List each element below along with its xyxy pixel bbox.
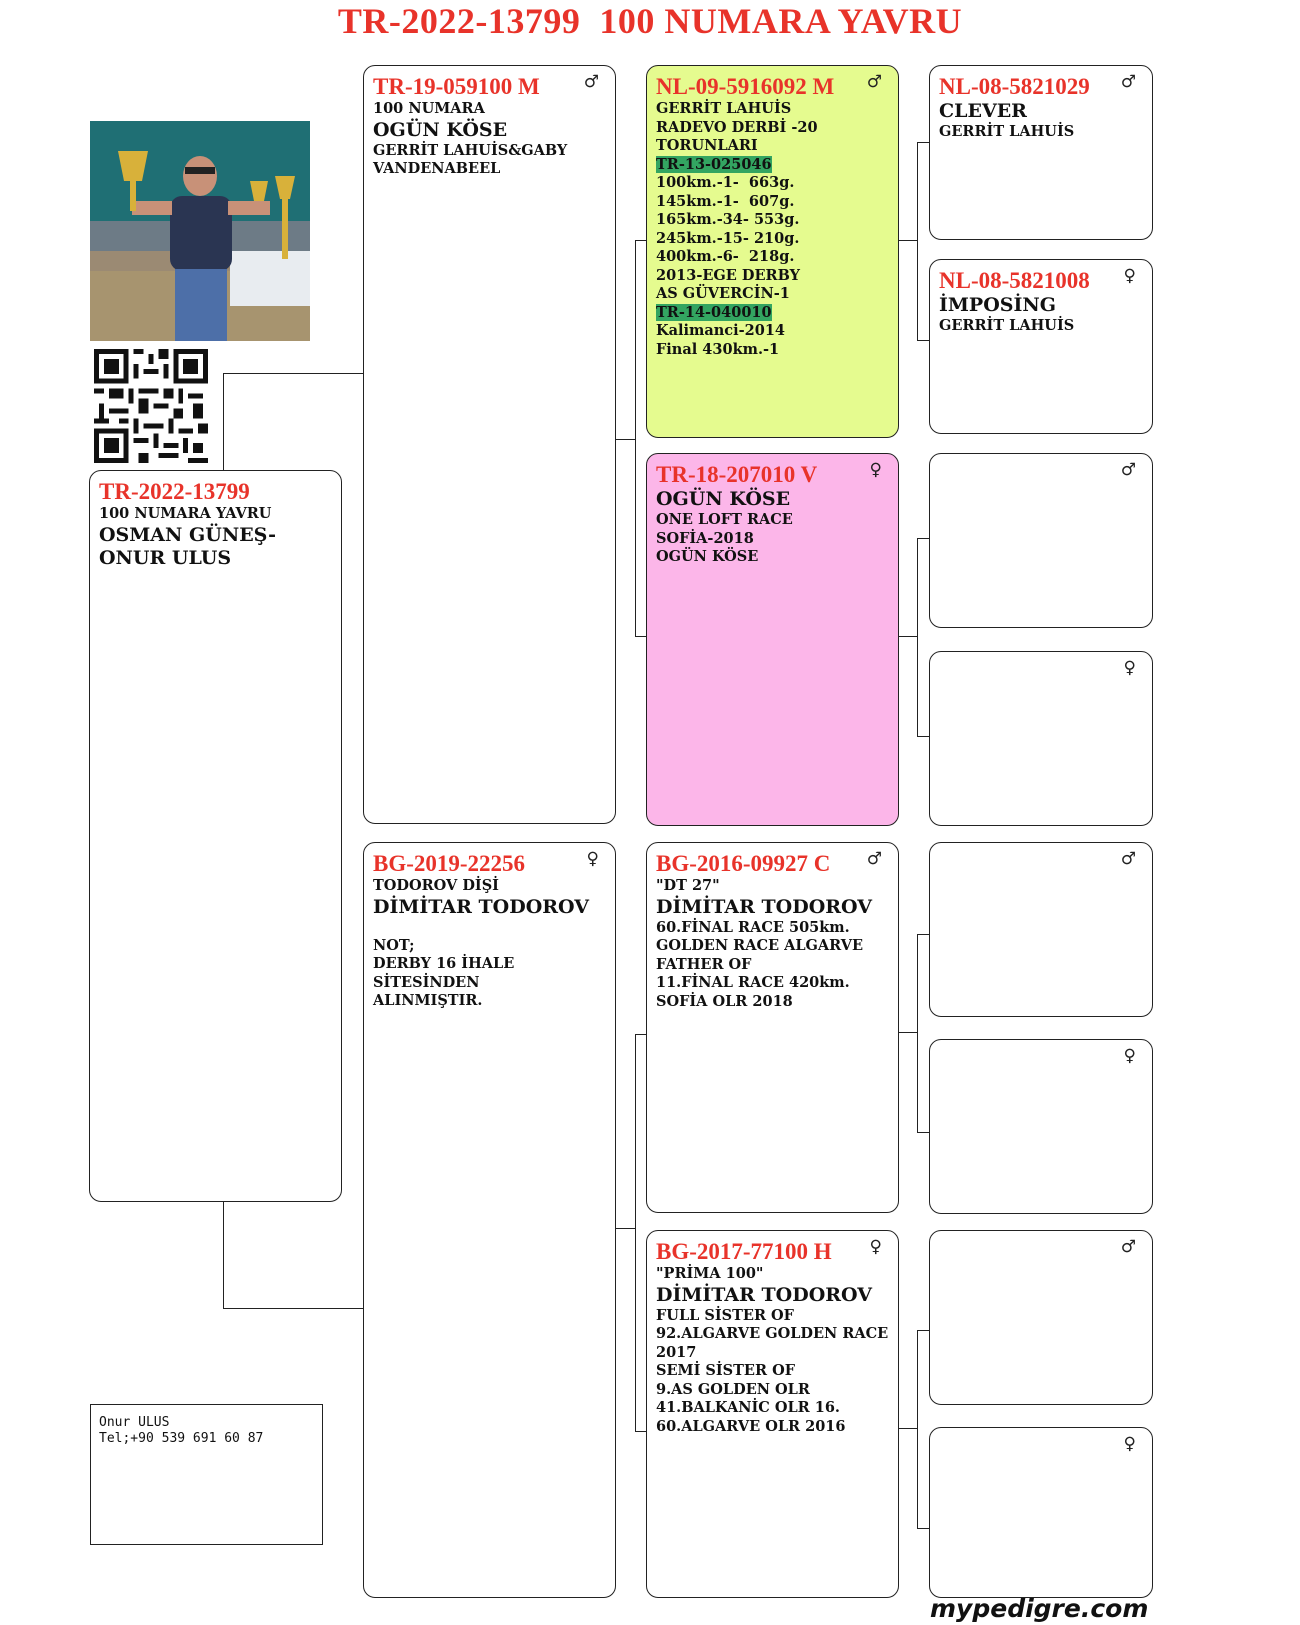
female-icon: ♀ bbox=[1123, 266, 1136, 286]
brand-watermark[interactable]: mypedigre.com bbox=[930, 1594, 1149, 1623]
sss-name: CLEVER bbox=[939, 100, 1027, 122]
male-icon: ♂ bbox=[1120, 849, 1136, 869]
sds-card[interactable] bbox=[929, 453, 1153, 628]
sd-note-line: ONE LOFT RACE bbox=[656, 511, 793, 528]
sd-card[interactable] bbox=[646, 453, 899, 826]
subject-card[interactable] bbox=[89, 470, 342, 1202]
dd-ring: BG-2017-77100 H bbox=[656, 1239, 832, 1264]
dam-name: TODOROV DİŞİ bbox=[373, 877, 499, 894]
male-icon: ♂ bbox=[583, 72, 599, 92]
male-icon: ♂ bbox=[1120, 460, 1136, 480]
ssd-name: İMPOSİNG bbox=[939, 294, 1056, 316]
connector-dd bbox=[897, 1428, 917, 1430]
highlighted-ring: TR-13-025046 bbox=[656, 155, 772, 173]
owner-photo bbox=[90, 121, 310, 341]
sss-ring: NL-08-5821029 bbox=[939, 74, 1090, 99]
female-icon: ♀ bbox=[1123, 1046, 1136, 1066]
page-title: TR-2022-13799 100 NUMARA YAVRU bbox=[337, 1, 963, 41]
female-icon: ♀ bbox=[869, 1237, 882, 1257]
qr-code[interactable] bbox=[94, 349, 208, 463]
dam-note-line: ALINMIŞTIR. bbox=[373, 992, 483, 1009]
male-icon: ♂ bbox=[866, 72, 882, 92]
ss-note-line: RADEVO DERBİ -20 bbox=[656, 118, 818, 136]
connector-subject-dam bbox=[223, 1200, 364, 1309]
ss-ring: NL-09-5916092 M bbox=[656, 74, 835, 99]
connector-subject-sire bbox=[223, 373, 364, 474]
sire-ring: TR-19-059100 M bbox=[373, 74, 540, 99]
sss-note-line: GERRİT LAHUİS bbox=[939, 123, 1075, 140]
highlighted-ring: TR-14-040010 bbox=[656, 303, 772, 321]
ss-note-line: TORUNLARI bbox=[656, 137, 758, 154]
dam-note-line bbox=[373, 919, 606, 937]
dam-note-line: NOT; bbox=[373, 936, 415, 954]
subject-ring: TR-2022-13799 bbox=[99, 479, 250, 504]
ds-name: "DT 27" bbox=[656, 877, 720, 894]
dd-card[interactable] bbox=[646, 1230, 899, 1598]
female-icon: ♀ bbox=[1123, 658, 1136, 678]
dd-note-line: 60.ALGARVE OLR 2016 bbox=[656, 1417, 846, 1435]
female-icon: ♀ bbox=[1123, 1434, 1136, 1454]
ddd-card[interactable] bbox=[929, 1427, 1153, 1598]
ds-card[interactable] bbox=[646, 842, 899, 1213]
ss-note-line: Final 430km.-1 bbox=[656, 340, 780, 358]
ss-note-line: 2013-EGE DERBY bbox=[656, 266, 800, 284]
ss-note-line: AS GÜVERCİN-1 bbox=[656, 285, 790, 302]
sd-ring: TR-18-207010 V bbox=[656, 462, 818, 487]
sd-note-line: SOFİA-2018 bbox=[656, 529, 754, 547]
ss-note-line: Kalimanci-2014 bbox=[656, 322, 786, 339]
female-icon: ♀ bbox=[869, 460, 882, 480]
ss-note-line: 400km.-6- 218g. bbox=[656, 248, 795, 265]
ss-note-line: 245km.-15- 210g. bbox=[656, 229, 800, 247]
contact-box: Onur ULUS Tel;+90 539 691 60 87 bbox=[90, 1404, 323, 1545]
ssd-note-line: GERRİT LAHUİS bbox=[939, 317, 1075, 334]
dd-owner: DİMİTAR TODOROV bbox=[656, 1283, 872, 1306]
sire-name: 100 NUMARA bbox=[373, 100, 485, 117]
ds-owner: DİMİTAR TODOROV bbox=[656, 895, 872, 918]
dd-note-line: FULL SİSTER OF bbox=[656, 1306, 794, 1324]
ds-ring: BG-2016-09927 C bbox=[656, 851, 831, 876]
ss-note-line: GERRİT LAHUİS bbox=[656, 100, 792, 117]
sd-owner: OGÜN KÖSE bbox=[656, 488, 791, 510]
dam-note-line: SİTESİNDEN bbox=[373, 973, 480, 991]
sss-card[interactable] bbox=[929, 65, 1153, 240]
ds-note-line: 60.FİNAL RACE 505km. bbox=[656, 918, 850, 936]
dd-note-line: 41.BALKANİC OLR 16. bbox=[656, 1399, 840, 1416]
dam-note-line: DERBY 16 İHALE bbox=[373, 955, 515, 972]
dsd-card[interactable] bbox=[929, 1039, 1153, 1214]
connector-sire bbox=[615, 439, 635, 441]
male-icon: ♂ bbox=[866, 849, 882, 869]
sd-note-line: OGÜN KÖSE bbox=[656, 548, 759, 565]
ss-note-line: 100km.-1- 663g. bbox=[656, 174, 795, 191]
subject-name: 100 NUMARA YAVRU bbox=[99, 505, 272, 522]
dss-card[interactable] bbox=[929, 842, 1153, 1017]
dd-note-line: 9.AS GOLDEN OLR bbox=[656, 1380, 810, 1398]
sire-note-line: VANDENABEEL bbox=[373, 160, 501, 177]
connector-ds bbox=[897, 1032, 917, 1034]
ss-note-line bbox=[656, 156, 889, 175]
dam-ring: BG-2019-22256 bbox=[373, 851, 526, 876]
dd-note-line: SEMİ SİSTER OF bbox=[656, 1362, 795, 1379]
sire-note-line: GERRİT LAHUİS&GABY bbox=[373, 141, 568, 159]
male-icon: ♂ bbox=[1120, 1237, 1136, 1257]
dd-name: "PRİMA 100" bbox=[656, 1265, 764, 1282]
female-icon: ♀ bbox=[586, 849, 599, 869]
sire-card[interactable] bbox=[363, 65, 616, 824]
ssd-ring: NL-08-5821008 bbox=[939, 268, 1090, 293]
ss-card[interactable] bbox=[646, 65, 899, 438]
subject-owner: OSMAN GÜNEŞ-ONUR ULUS bbox=[99, 523, 276, 569]
dd-note-line: 92.ALGARVE GOLDEN RACE bbox=[656, 1325, 889, 1342]
ds-note-line: FATHER OF bbox=[656, 955, 752, 973]
male-icon: ♂ bbox=[1120, 72, 1136, 92]
ss-note-line bbox=[656, 304, 889, 323]
connector-sd bbox=[897, 636, 917, 638]
dds-card[interactable] bbox=[929, 1230, 1153, 1405]
ds-note-line: GOLDEN RACE ALGARVE bbox=[656, 937, 863, 954]
ds-note-line: SOFİA OLR 2018 bbox=[656, 992, 793, 1010]
sire-owner: OGÜN KÖSE bbox=[373, 118, 508, 141]
ss-note-line: 165km.-34- 553g. bbox=[656, 211, 800, 228]
dam-card[interactable] bbox=[363, 842, 616, 1598]
dd-note-line: 2017 bbox=[656, 1343, 697, 1361]
ds-note-line: 11.FİNAL RACE 420km. bbox=[656, 974, 850, 991]
connector-dam bbox=[615, 1228, 635, 1230]
ss-note-line: 145km.-1- 607g. bbox=[656, 192, 795, 210]
dam-owner: DİMİTAR TODOROV bbox=[373, 895, 589, 918]
ssd-card[interactable] bbox=[929, 259, 1153, 434]
sdd-card[interactable] bbox=[929, 651, 1153, 826]
connector-ss bbox=[897, 240, 917, 242]
